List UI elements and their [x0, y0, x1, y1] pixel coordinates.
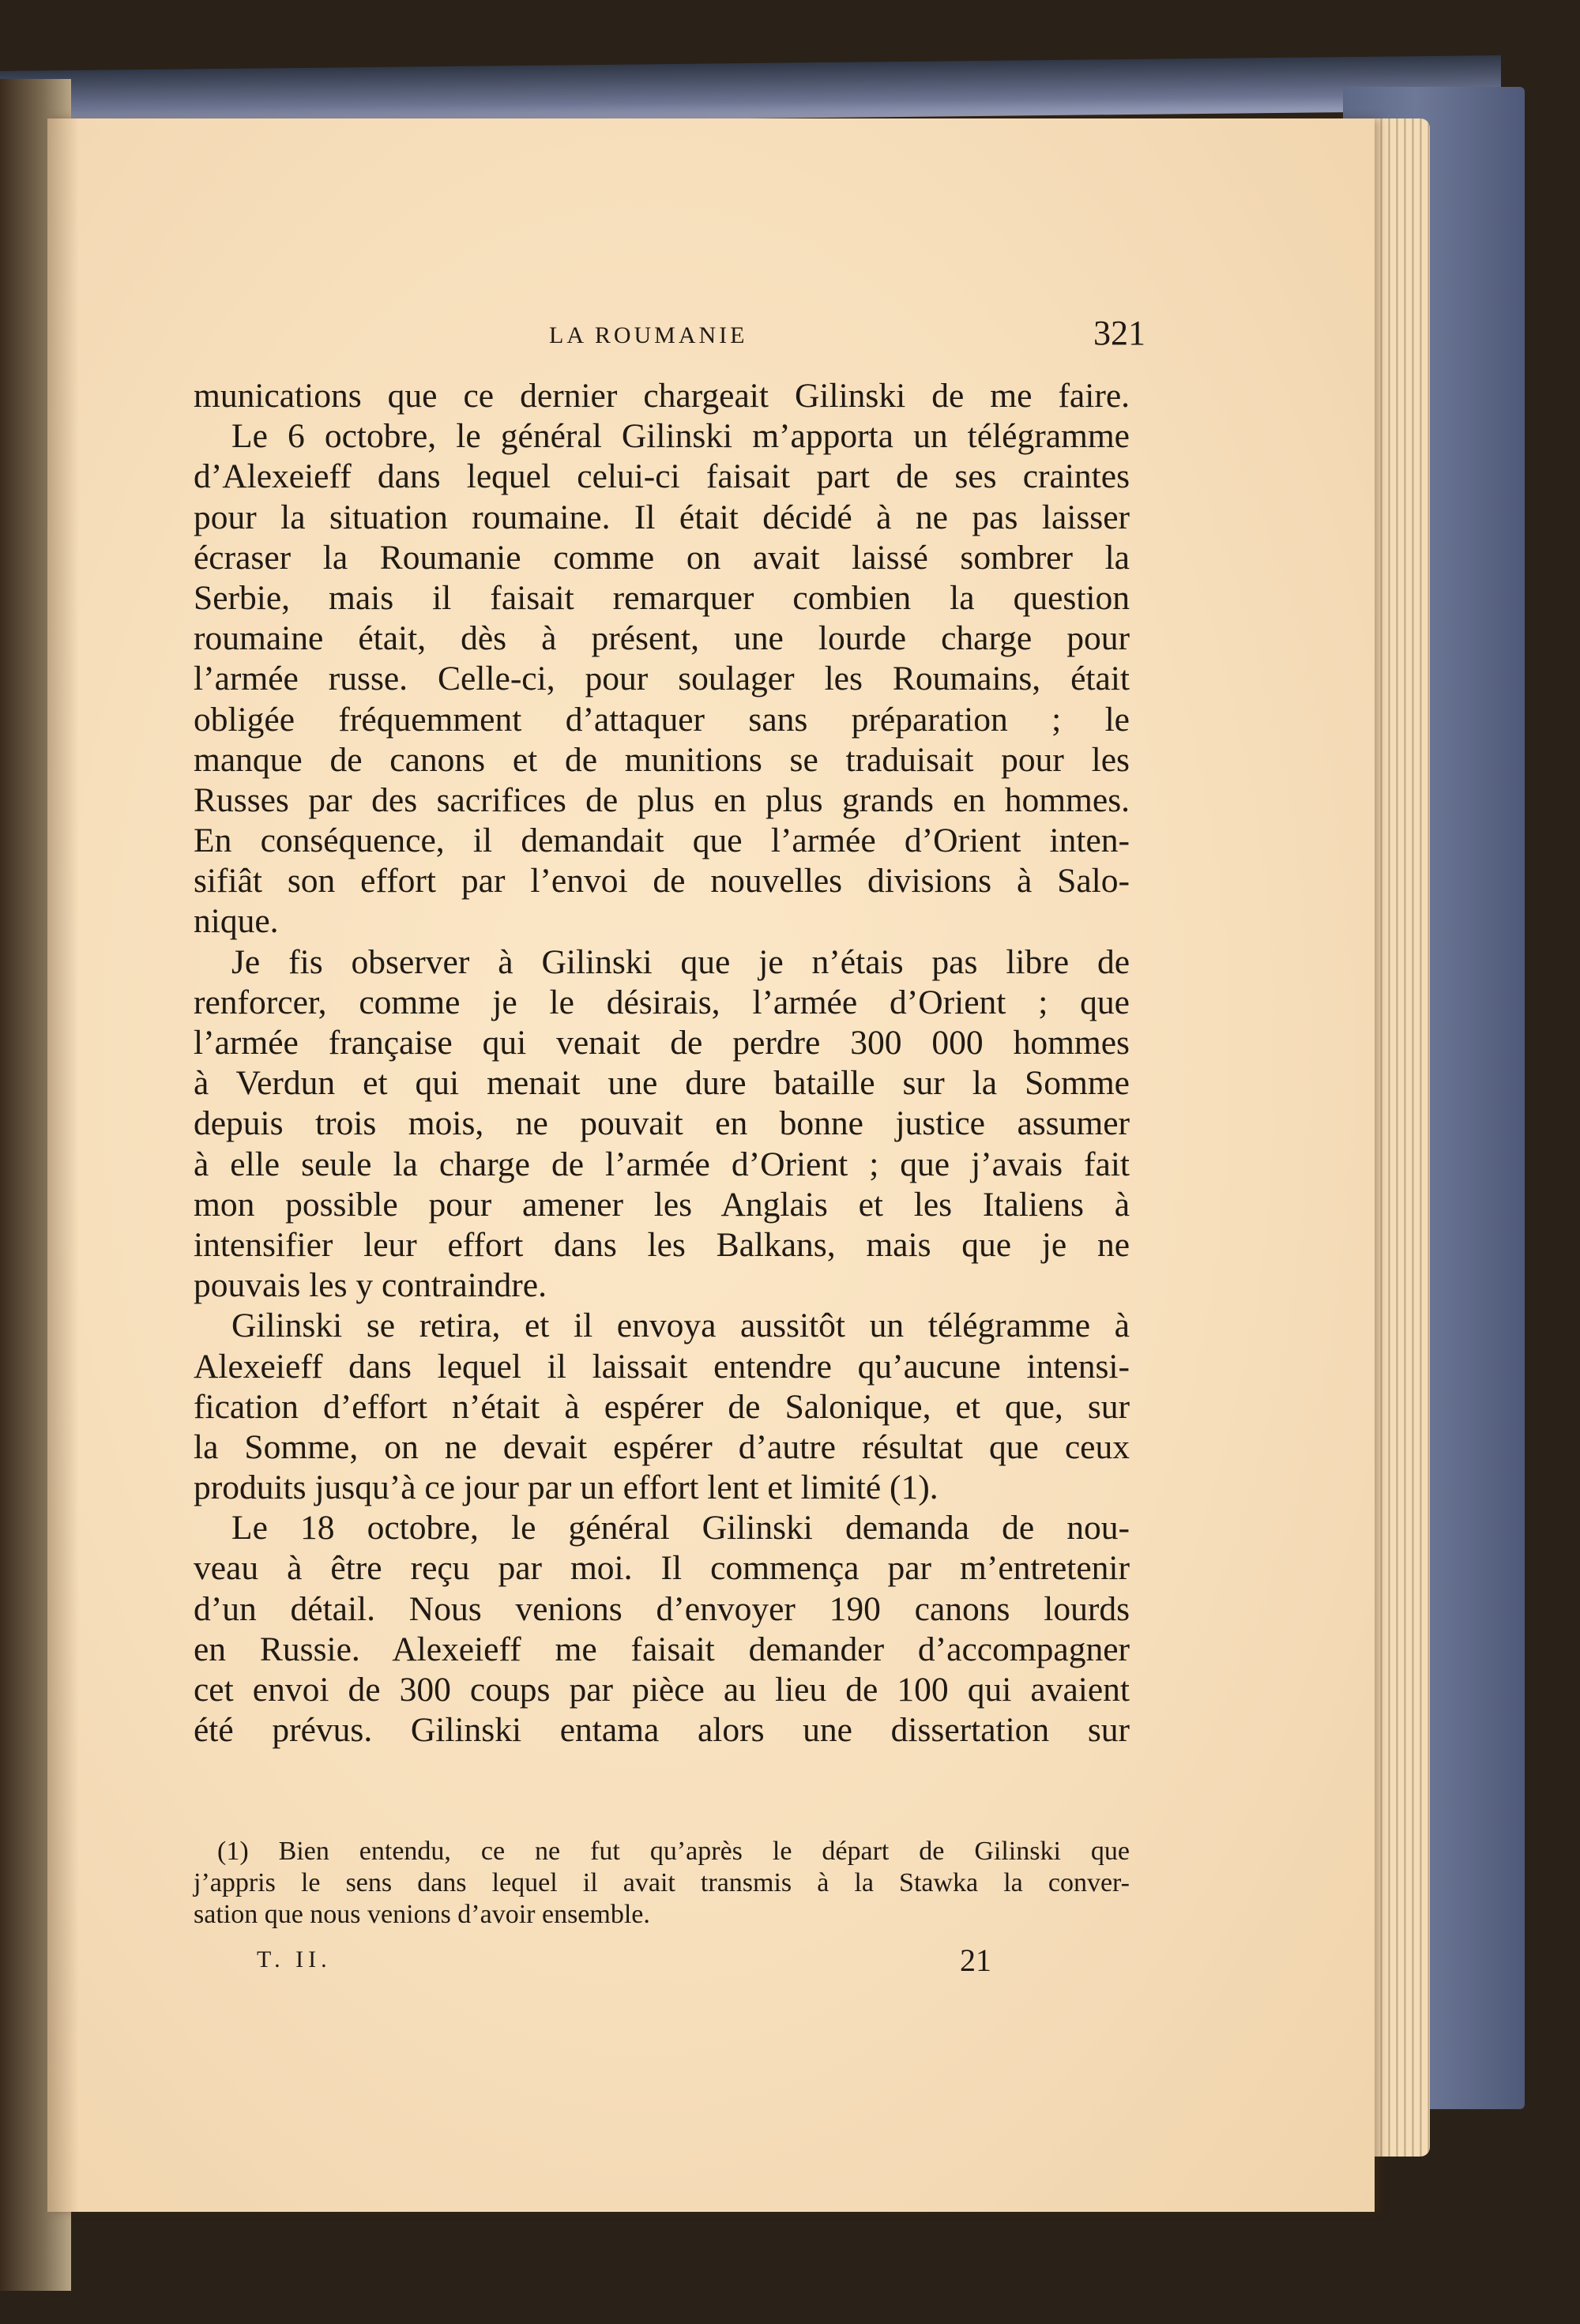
text-line: en Russie. Alexeieff me faisait demander d’accompagner: [194, 1630, 1130, 1668]
text-line: depuis trois mois, ne pouvait en bonne justice assumer: [194, 1104, 1130, 1143]
text-line: En conséquence, il demandait que l’armée d’Orient inten-: [194, 822, 1130, 860]
text-line: d’Alexeieff dans lequel celui-ci faisait part de ses craintes: [194, 457, 1130, 496]
text-line: roumaine était, dès à présent, une lourde charge pour: [194, 619, 1130, 658]
text-line: l’armée française qui venait de perdre 300 000 hommes: [194, 1024, 1130, 1062]
text-line: renforcer, comme je le désirais, l’armée d’Orient ; que: [194, 983, 1130, 1021]
text-line: à elle seule la charge de l’armée d’Orient ; que j’avais fait: [194, 1145, 1130, 1183]
text-line: pour la situation roumaine. Il était décidé à ne pas laisser: [194, 498, 1130, 536]
text-line: sifiât son effort par l’envoi de nouvelles divisions à Salo-: [194, 862, 1130, 901]
text-line: pouvais les y contraindre.: [194, 1266, 547, 1305]
footnote-line: j’appris le sens dans lequel il avait transmis à la Stawka la conver-: [194, 1868, 1130, 1897]
text-line: Le 18 octobre, le général Gilinski demanda de nou-: [231, 1509, 1130, 1547]
text-line: veau à être reçu par moi. Il commença par m’entretenir: [194, 1549, 1130, 1588]
text-line: la Somme, on ne devait espérer d’autre résultat que ceux: [194, 1427, 1130, 1466]
signature-mark: T. II.: [257, 1946, 332, 1972]
text-line: manque de canons et de munitions se traduisait pour les: [194, 740, 1130, 779]
body-text: [194, 376, 1130, 1751]
text-line: cet envoi de 300 coups par pièce au lieu de 100 qui avaient: [194, 1671, 1130, 1709]
text-line: fication d’effort n’était à espérer de Salonique, et que, sur: [194, 1387, 1130, 1426]
running-head: [194, 314, 1146, 365]
text-line: Russes par des sacrifices de plus en plus grands en hommes.: [194, 780, 1130, 819]
text-line: Alexeieff dans lequel il laissait entendre qu’aucune intensi-: [194, 1347, 1130, 1386]
text-line: intensifier leur effort dans les Balkans, mais que je ne: [194, 1225, 1130, 1264]
running-title: LA ROUMANIE: [549, 322, 748, 348]
text-line: Je fis observer à Gilinski que je n’étais pas libre de: [231, 942, 1130, 981]
text-line: Serbie, mais il faisait remarquer combien la question: [194, 578, 1130, 617]
text-line: été prévus. Gilinski entama alors une dissertation sur: [194, 1711, 1130, 1750]
sheet-number: 21: [960, 1942, 991, 1978]
text-line: Gilinski se retira, et il envoya aussitôt un télégramme à: [231, 1307, 1130, 1345]
text-line: écraser la Roumanie comme on avait laissé sombrer la: [194, 538, 1130, 577]
text-line: obligée fréquemment d’attaquer sans préparation ; le: [194, 700, 1130, 739]
text-line: mon possible pour amener les Anglais et les Italiens à: [194, 1185, 1130, 1224]
text-line: munications que ce dernier chargeait Gilinski de me faire.: [194, 377, 1130, 415]
text-line: d’un détail. Nous venions d’envoyer 190 canons lourds: [194, 1589, 1130, 1628]
footnote-line: (1) Bien entendu, ce ne fut qu’après le départ de Gilinski que: [217, 1837, 1130, 1866]
text-line: Le 6 octobre, le général Gilinski m’apporta un télégramme: [231, 417, 1130, 456]
footnote-line: sation que nous venions d’avoir ensemble.: [194, 1900, 650, 1929]
text-line: l’armée russe. Celle-ci, pour soulager les Roumains, était: [194, 660, 1130, 698]
footnote: [194, 1836, 1130, 1931]
text-line: produits jusqu’à ce jour par un effort lent et limité (1).: [194, 1468, 939, 1507]
text-line: nique.: [194, 902, 279, 941]
text-line: à Verdun et qui menait une dure bataille sur la Somme: [194, 1064, 1130, 1103]
page-number: 321: [1093, 314, 1146, 352]
